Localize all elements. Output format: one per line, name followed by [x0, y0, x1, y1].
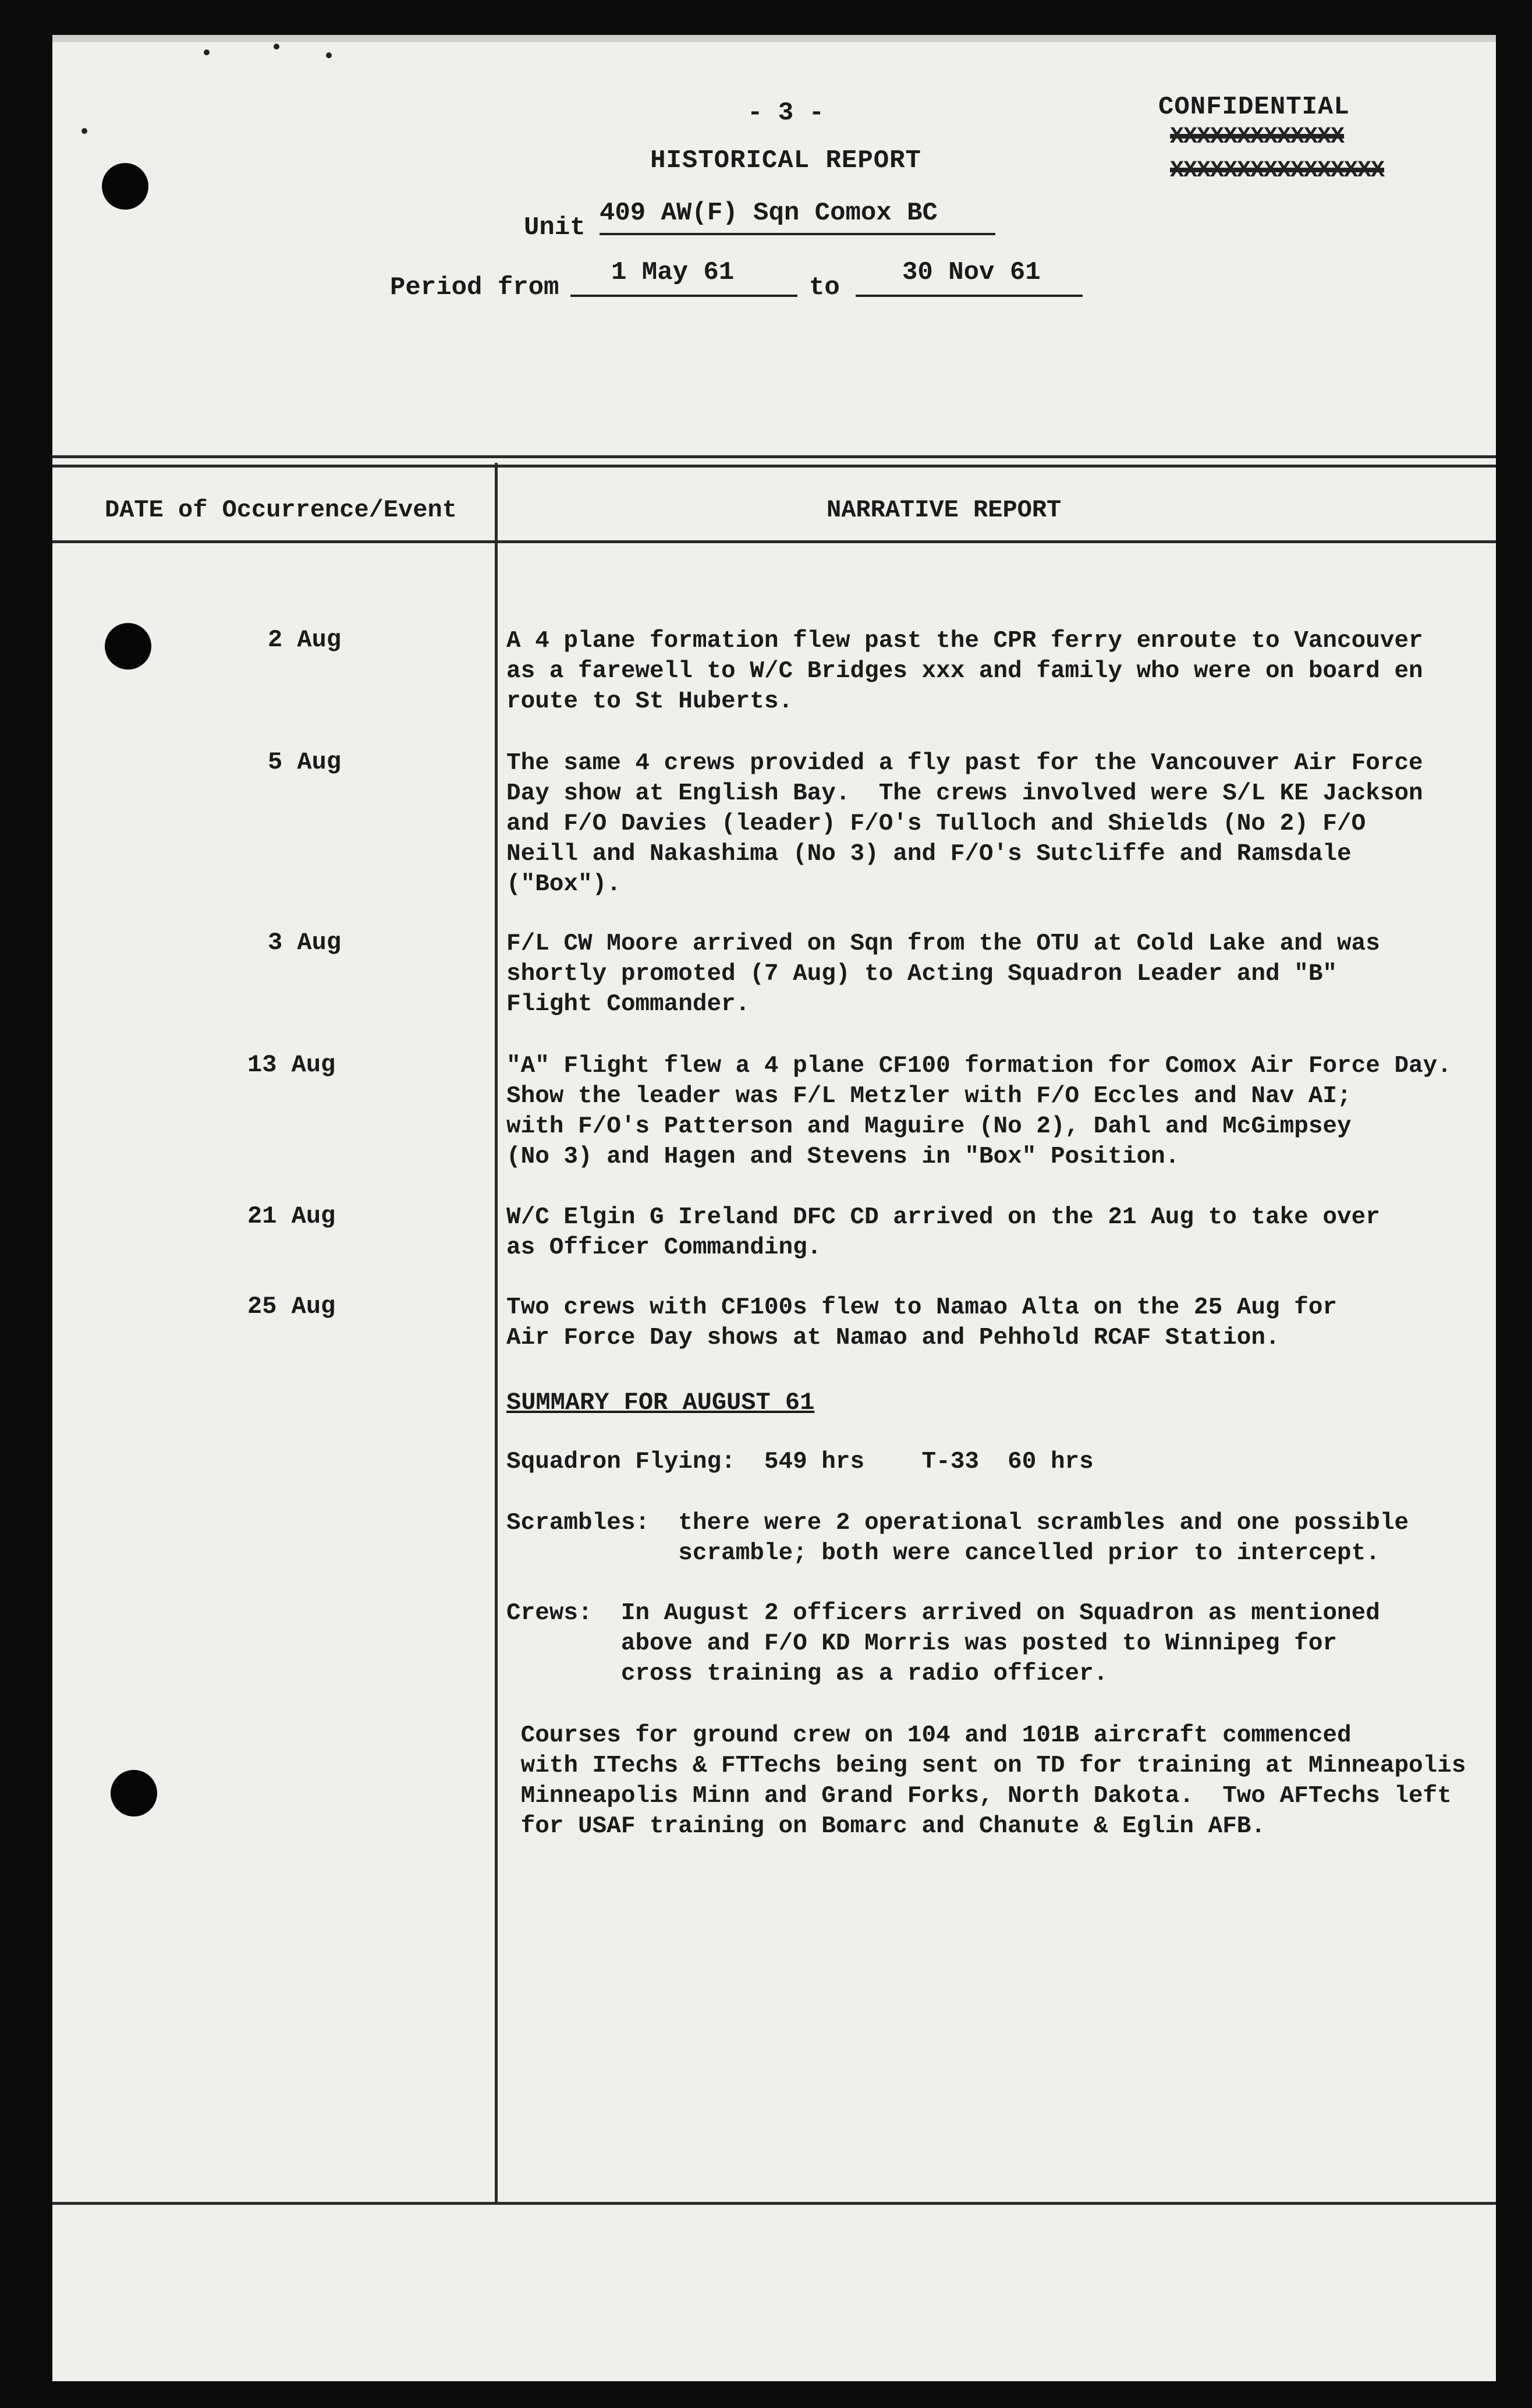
classification-stamp: CONFIDENTIAL	[1158, 93, 1350, 122]
table-bottom-border	[52, 2202, 1496, 2205]
entry-date: 5 Aug	[268, 748, 342, 776]
speck	[274, 44, 279, 49]
from-underline	[570, 295, 797, 297]
page-number: - 3 -	[747, 98, 825, 128]
summary-courses: Courses for ground crew on 104 and 101B aircraft commenced with ITechs & FTTechs being sent on TD for training at Minneapolis Minneapolis Minn and Grand Forks, North Dakota. Two AFTechs left for USAF training on Bomarc and Chanute & Eglin AFB.	[520, 1722, 1466, 1840]
column-divider	[495, 463, 498, 2204]
period-label: Period from	[390, 273, 559, 302]
speck	[204, 49, 210, 55]
unit-underline	[600, 233, 995, 235]
entry-narrative: A 4 plane formation flew past the CPR ferry enroute to Vancouver as a farewell to W/C Bridges xxx and family who were on board en route to St Huberts.	[506, 628, 1423, 715]
punch-hole	[105, 623, 151, 670]
report-title: HISTORICAL REPORT	[650, 146, 921, 175]
period-to-value: 30 Nov 61	[902, 258, 1041, 287]
punch-hole	[111, 1770, 157, 1816]
entry-date: 3 Aug	[268, 929, 342, 957]
entry-narrative: The same 4 crews provided a fly past for the Vancouver Air Force Day show at English Bay. The crews involved were S/L KE Jackson and F/O Davies (leader) F/O's Tulloch and Shields (No 2) F/O Neill and Nakashima (No 3) and F/O's Sutcliffe and Ramsdale ("Box").	[506, 750, 1423, 898]
narrative-column-header: NARRATIVE REPORT	[827, 496, 1062, 524]
entry-narrative: W/C Elgin G Ireland DFC CD arrived on the 21 Aug to take over as Officer Commanding.	[506, 1204, 1380, 1261]
punch-hole	[102, 163, 148, 210]
entry-date: 2 Aug	[268, 626, 342, 654]
summary-flying: Squadron Flying: 549 hrs T-33 60 hrs	[506, 1449, 1094, 1475]
period-to-label: to	[809, 273, 840, 302]
summary-scrambles: Scrambles: there were 2 operational scrambles and one possible scramble; both were cancelled prior to intercept.	[506, 1510, 1409, 1567]
header-divider	[52, 540, 1496, 543]
summary-title: SUMMARY FOR AUGUST 61	[506, 1389, 815, 1417]
entry-narrative: F/L CW Moore arrived on Sqn from the OTU at Cold Lake and was shortly promoted (7 Aug) to Acting Squadron Leader and "B" Flight Commander.	[506, 930, 1380, 1018]
document-page	[52, 35, 1496, 2381]
entry-narrative: "A" Flight flew a 4 plane CF100 formation for Comox Air Force Day. Show the leader was F/L Metzler with F/O Eccles and Nav AI; with F/O's Patterson and Maguire (No 2), Dahl and McGimpsey (No 3) and Hagen and Stevens in "Box" Position.	[506, 1053, 1452, 1170]
summary-crews: Crews: In August 2 officers arrived on Squadron as mentioned above and F/O KD Morris was posted to Winnipeg for cross training as a radio officer.	[506, 1600, 1380, 1687]
speck	[326, 52, 332, 58]
struck-out-line: XXXXXXXXXXXXX	[1170, 124, 1345, 150]
entry-date: 25 Aug	[247, 1292, 336, 1320]
date-column-header: DATE of Occurrence/Event	[105, 496, 457, 524]
period-from-value: 1 May 61	[611, 258, 735, 287]
entry-date: 21 Aug	[247, 1202, 336, 1230]
entry-date: 13 Aug	[247, 1051, 336, 1079]
table-top-border	[52, 455, 1496, 458]
speck	[81, 128, 87, 134]
struck-out-line: XXXXXXXXXXXXXXXX	[1170, 158, 1385, 184]
to-underline	[856, 295, 1083, 297]
unit-value: 409 AW(F) Sqn Comox BC	[600, 199, 938, 228]
table-top-border	[52, 465, 1496, 468]
entry-narrative: Two crews with CF100s flew to Namao Alta on the 25 Aug for Air Force Day shows at Namao and Pehhold RCAF Station.	[506, 1294, 1338, 1351]
unit-label: Unit	[524, 213, 586, 242]
